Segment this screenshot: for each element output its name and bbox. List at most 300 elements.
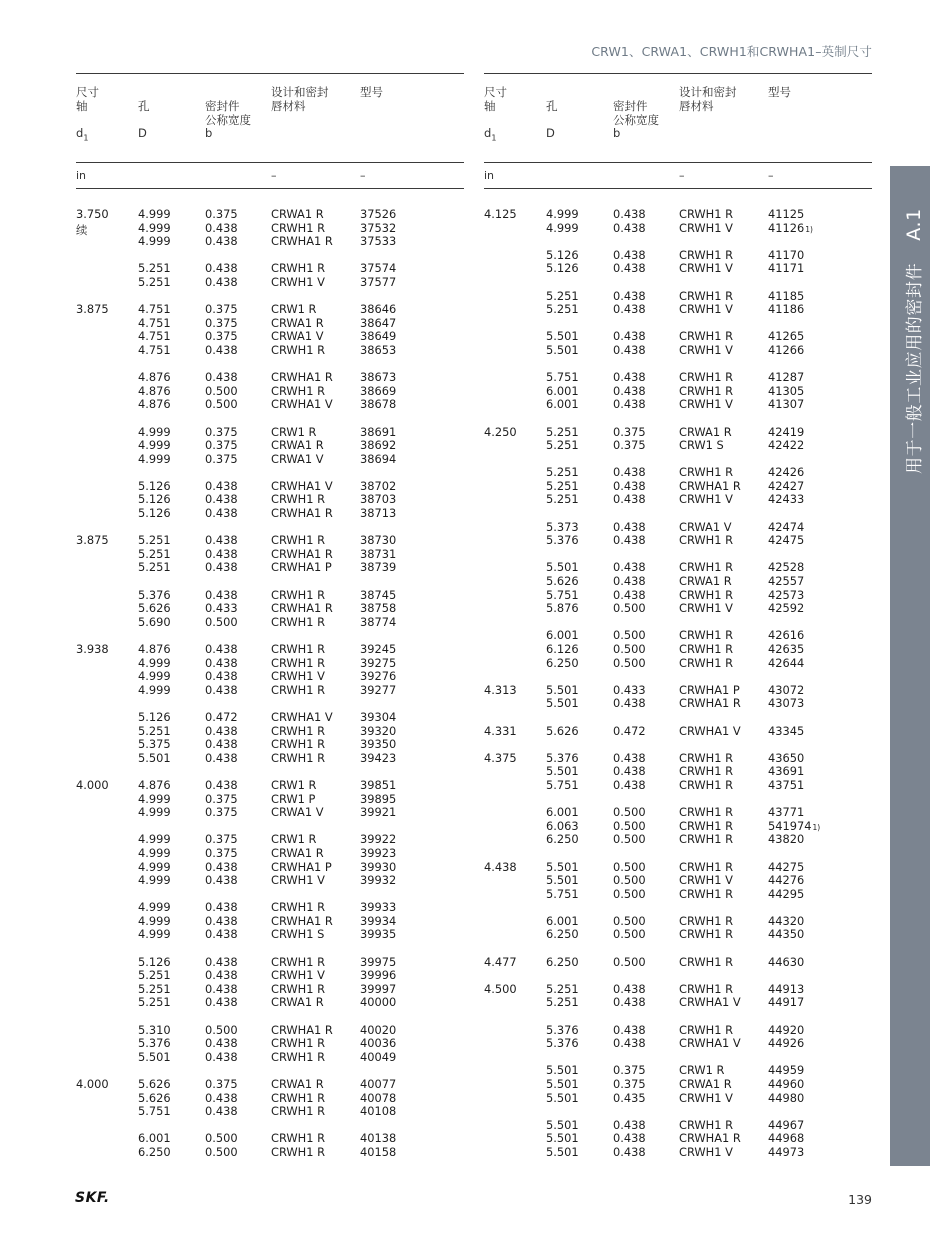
width-b: 0.438 (205, 533, 238, 548)
type-number: 43820 (768, 832, 805, 847)
design-code: CRWHA1 R (271, 913, 333, 928)
width-b: 0.438 (613, 560, 646, 575)
table-row (76, 371, 464, 385)
width-b: 0.438 (205, 777, 238, 792)
bore-D: 4.999 (138, 220, 171, 235)
row-gap (76, 1119, 464, 1133)
bore-D: 6.001 (546, 383, 579, 398)
type-number: 42426 (768, 465, 805, 480)
design-code: CRWHA1 R (271, 234, 333, 249)
bore-D: 4.999 (138, 805, 171, 820)
bore-D: 5.501 (138, 750, 171, 765)
table-row (484, 629, 872, 643)
bore-D: 4.751 (138, 329, 171, 344)
table-row (484, 534, 872, 548)
table-row (484, 589, 872, 603)
skf-logo: SKF. (75, 1190, 110, 1206)
table-row (76, 276, 464, 290)
design-code: CRWH1 R (271, 642, 326, 656)
design-code: CRWH1 R (271, 492, 326, 507)
row-gap (76, 521, 464, 535)
bore-D: 5.251 (138, 261, 171, 276)
table-row (76, 996, 464, 1010)
type-number: 39245 (360, 642, 397, 656)
width-b: 0.438 (613, 207, 646, 221)
bore-D: 5.126 (138, 954, 171, 969)
width-b: 0.375 (205, 438, 238, 453)
type-number: 44913 (768, 981, 805, 996)
type-number: 38673 (360, 370, 397, 385)
bore-D: 5.376 (546, 750, 579, 765)
design-code: CRWH1 R (679, 533, 734, 548)
width-b: 0.435 (613, 1090, 646, 1105)
bore-D: 6.250 (546, 655, 579, 670)
type-number: 39350 (360, 737, 397, 752)
table-row (76, 833, 464, 847)
design-code: CRWH1 R (271, 1036, 326, 1051)
bore-D: 5.310 (138, 1022, 171, 1037)
width-b: 0.500 (205, 1144, 238, 1159)
table-row (484, 521, 872, 535)
header-rule (484, 162, 872, 163)
type-number: 39275 (360, 655, 397, 670)
design-code: CRWH1 R (271, 383, 326, 398)
type-number: 44917 (768, 995, 805, 1010)
bore-D: 5.376 (138, 587, 171, 602)
width-b: 0.500 (613, 655, 646, 670)
bore-D: 5.501 (546, 696, 579, 711)
design-code: CRWA1 R (679, 574, 732, 589)
design-code: CRWH1 V (679, 261, 733, 276)
type-number: 38649 (360, 329, 397, 344)
row-gap (484, 847, 872, 861)
bore-D: 4.876 (138, 383, 171, 398)
table-row (76, 208, 464, 222)
type-number: 43650 (768, 750, 805, 765)
design-code: CRWH1 R (271, 220, 326, 235)
row-gap (484, 942, 872, 956)
type-number: 38730 (360, 533, 397, 548)
shaft-d1: 4.313 (484, 682, 517, 697)
table-row (76, 928, 464, 942)
width-b: 0.375 (613, 1077, 646, 1091)
design-code: CRW1 R (271, 777, 317, 792)
bore-D: 5.373 (546, 519, 579, 534)
width-b: 0.438 (613, 397, 646, 412)
type-number: 39932 (360, 873, 397, 888)
page-number: 139 (848, 1192, 872, 1207)
table-row (76, 507, 464, 521)
table-row (484, 466, 872, 480)
width-b: 0.438 (613, 261, 646, 276)
header-D: D (138, 126, 147, 140)
width-b: 0.438 (613, 342, 646, 357)
bore-D: 4.999 (138, 207, 171, 221)
bore-D: 5.251 (138, 995, 171, 1010)
table-row (484, 1119, 872, 1133)
type-number: 41265 (768, 329, 805, 344)
bore-D: 6.001 (546, 913, 579, 928)
type-number: 39935 (360, 927, 397, 942)
type-number: 39933 (360, 900, 397, 915)
type-number: 42422 (768, 438, 805, 453)
width-b: 0.438 (613, 1144, 646, 1159)
bore-D: 4.999 (138, 927, 171, 942)
type-number: 37532 (360, 220, 397, 235)
width-b: 0.438 (613, 1117, 646, 1132)
table-row (484, 439, 872, 453)
row-gap (76, 575, 464, 589)
bore-D: 5.376 (138, 1036, 171, 1051)
width-b: 0.438 (205, 342, 238, 357)
design-code: CRW1 P (271, 791, 316, 806)
type-number: 40077 (360, 1077, 397, 1091)
table-row (76, 711, 464, 725)
bore-D: 4.999 (138, 913, 171, 928)
row-gap (484, 507, 872, 521)
bore-D: 5.751 (138, 1104, 171, 1119)
design-code: CRWHA1 R (679, 478, 741, 493)
row-gap (76, 888, 464, 902)
type-number: 39923 (360, 845, 397, 860)
type-number: 44973 (768, 1144, 805, 1159)
width-b: 0.500 (613, 642, 646, 656)
table-row (76, 262, 464, 276)
row-gap (76, 1064, 464, 1078)
unit-dash: – (679, 169, 685, 182)
type-number: 38731 (360, 546, 397, 561)
width-b: 0.438 (205, 669, 238, 684)
bore-D: 4.751 (138, 315, 171, 330)
row-gap (76, 629, 464, 643)
type-number: 44320 (768, 913, 805, 928)
row-gap (484, 969, 872, 983)
table-top-rule (484, 73, 872, 74)
bore-D: 6.063 (546, 818, 579, 833)
type-number: 38646 (360, 302, 397, 317)
width-b: 0.438 (205, 682, 238, 697)
type-number-with-note (768, 222, 813, 237)
design-code: CRWA1 R (271, 315, 324, 330)
width-b: 0.438 (205, 1104, 238, 1119)
table-row (484, 983, 872, 997)
header-d1: $d_1$ (76, 126, 89, 143)
design-code: CRWH1 R (679, 913, 734, 928)
design-code: CRWH1 R (271, 1090, 326, 1105)
shaft-d1: 3.875 (76, 533, 109, 548)
design-code: CRWH1 S (271, 927, 325, 942)
bore-D: 5.626 (138, 601, 171, 616)
width-b: 0.500 (613, 913, 646, 928)
design-code: CRWA1 R (271, 438, 324, 453)
table-row (76, 480, 464, 494)
bore-D: 5.126 (546, 261, 579, 276)
header-d1: $d_1$ (484, 126, 497, 143)
width-b: 0.438 (613, 1131, 646, 1146)
design-code: CRWH1 R (271, 261, 326, 276)
header-bore: 孔 (138, 99, 150, 113)
header-rule (76, 162, 464, 163)
header-seal-width: 密封件 公称宽度 (205, 99, 251, 127)
type-number: 39276 (360, 669, 397, 684)
width-b: 0.375 (205, 832, 238, 847)
design-code: CRWH1 V (271, 968, 325, 983)
table-row (76, 589, 464, 603)
type-number: 41305 (768, 383, 805, 398)
type-number: 42474 (768, 519, 805, 534)
width-b: 0.438 (613, 750, 646, 765)
row-gap (484, 1105, 872, 1119)
shaft-d1: 4.438 (484, 859, 517, 874)
table-row (484, 222, 872, 236)
type-number: 39975 (360, 954, 397, 969)
width-b: 0.438 (205, 913, 238, 928)
table-row (76, 874, 464, 888)
table-row (76, 344, 464, 358)
bore-D: 6.001 (138, 1131, 171, 1146)
table-row (76, 847, 464, 861)
table-row (76, 643, 464, 657)
bore-D: 4.999 (138, 873, 171, 888)
design-code: CRWH1 R (679, 247, 734, 262)
table-row (484, 1092, 872, 1106)
type-number: 38702 (360, 478, 397, 493)
bore-D: 5.751 (546, 777, 579, 792)
width-b: 0.438 (613, 492, 646, 507)
design-code: CRWA1 R (271, 207, 324, 221)
design-code: CRWA1 R (679, 424, 732, 439)
row-gap (484, 276, 872, 290)
table-row (76, 1146, 464, 1160)
design-code: CRWH1 R (679, 383, 734, 398)
type-number: 39921 (360, 805, 397, 820)
header-b: b (205, 126, 213, 140)
table-row (76, 561, 464, 575)
shaft-d1: 3.750 (76, 207, 109, 221)
shaft-d1: 4.331 (484, 723, 517, 738)
bore-D: 4.999 (138, 438, 171, 453)
table-row (76, 398, 464, 412)
type-number: 37533 (360, 234, 397, 249)
table-row (484, 657, 872, 671)
width-b: 0.500 (205, 614, 238, 629)
bore-D: 5.251 (138, 274, 171, 289)
type-number: 40049 (360, 1049, 397, 1064)
table-row (76, 303, 464, 317)
shaft-d1: 4.000 (76, 777, 109, 792)
bore-D: 5.251 (138, 533, 171, 548)
width-b: 0.375 (205, 845, 238, 860)
width-b: 0.500 (613, 805, 646, 820)
table-row (484, 1064, 872, 1078)
design-code: CRWHA1 P (271, 859, 332, 874)
type-number: 44630 (768, 954, 805, 969)
width-b: 0.375 (205, 302, 238, 317)
type-number: 42592 (768, 601, 805, 616)
type-number: 44960 (768, 1077, 805, 1091)
shaft-d1: 4.477 (484, 954, 517, 969)
row-gap (76, 466, 464, 480)
width-b: 0.438 (205, 859, 238, 874)
shaft-d1: 4.000 (76, 1077, 109, 1091)
width-b: 0.438 (613, 1036, 646, 1051)
type-number: 38678 (360, 397, 397, 412)
table-row (484, 996, 872, 1010)
width-b: 0.438 (205, 750, 238, 765)
design-code: CRWA1 V (271, 451, 324, 466)
design-code: CRWA1 R (271, 845, 324, 860)
table-row (484, 262, 872, 276)
table-row (484, 303, 872, 317)
design-code: CRWH1 V (679, 873, 733, 888)
design-code: CRWA1 V (271, 329, 324, 344)
type-number: 43073 (768, 696, 805, 711)
design-code: CRWH1 R (679, 1117, 734, 1132)
bore-D: 5.376 (546, 1036, 579, 1051)
design-code: CRWH1 R (271, 981, 326, 996)
width-b: 0.375 (613, 1063, 646, 1078)
bore-D: 5.375 (138, 737, 171, 752)
design-code: CRWH1 R (679, 954, 734, 969)
design-code: CRWHA1 R (271, 370, 333, 385)
type-number: 39934 (360, 913, 397, 928)
type-number: 41126 (768, 220, 805, 235)
bore-D: 5.501 (546, 1090, 579, 1105)
design-code: CRWH1 R (679, 750, 734, 765)
bore-D: 5.126 (138, 709, 171, 724)
design-code: CRWHA1 R (679, 1131, 741, 1146)
table-row (76, 657, 464, 671)
table-row (484, 874, 872, 888)
design-code: CRWH1 R (271, 655, 326, 670)
width-b: 0.375 (205, 424, 238, 439)
header-D: D (546, 126, 555, 140)
design-code: CRWH1 R (271, 723, 326, 738)
bore-D: 5.251 (138, 546, 171, 561)
width-b: 0.438 (613, 465, 646, 480)
table-row (484, 493, 872, 507)
unit-dash: – (360, 169, 366, 182)
bore-D: 6.001 (546, 397, 579, 412)
width-b: 0.433 (205, 601, 238, 616)
design-code: CRWH1 V (679, 220, 733, 235)
bore-D: 5.501 (546, 329, 579, 344)
type-number: 42427 (768, 478, 805, 493)
design-code: CRWH1 R (679, 1022, 734, 1037)
row-gap (484, 793, 872, 807)
design-code: CRWA1 V (271, 805, 324, 820)
bore-D: 4.876 (138, 370, 171, 385)
width-b: 0.438 (613, 587, 646, 602)
design-code: CRWH1 V (679, 601, 733, 616)
shaft-d1: 3.875 (76, 302, 109, 317)
bore-D: 5.501 (546, 342, 579, 357)
row-gap (484, 412, 872, 426)
width-b: 0.438 (205, 723, 238, 738)
table-row (76, 983, 464, 997)
design-code: CRWHA1 V (271, 478, 333, 493)
bore-D: 4.999 (138, 234, 171, 249)
width-b: 0.438 (205, 995, 238, 1010)
design-code: CRWH1 R (679, 628, 734, 643)
bore-D: 5.251 (546, 465, 579, 480)
design-code: CRWH1 R (271, 1144, 326, 1159)
bore-D: 5.251 (546, 288, 579, 303)
table-row (76, 235, 464, 249)
width-b: 0.438 (205, 234, 238, 249)
type-number: 39277 (360, 682, 397, 697)
type-number: 40108 (360, 1104, 397, 1119)
type-number: 42528 (768, 560, 805, 575)
design-code: CRWH1 V (679, 397, 733, 412)
design-code: CRWH1 R (679, 370, 734, 385)
table-row (484, 928, 872, 942)
design-code: CRWHA1 R (679, 696, 741, 711)
design-code: CRW1 R (679, 1063, 725, 1078)
type-number: 42573 (768, 587, 805, 602)
bore-D: 6.001 (546, 628, 579, 643)
bore-D: 5.501 (546, 859, 579, 874)
table-row (76, 548, 464, 562)
width-b: 0.438 (205, 492, 238, 507)
running-title: CRW1、CRWA1、CRWH1和CRWHA1–英制尺寸 (591, 44, 872, 59)
row-gap (484, 711, 872, 725)
design-code: CRWH1 R (679, 329, 734, 344)
table-row (76, 915, 464, 929)
design-code: CRWA1 R (271, 1077, 324, 1091)
width-b: 0.438 (205, 873, 238, 888)
width-b: 0.500 (205, 397, 238, 412)
type-number: 41307 (768, 397, 805, 412)
width-b: 0.438 (613, 329, 646, 344)
footnote-marker: 1) (812, 822, 821, 832)
type-number: 39851 (360, 777, 397, 792)
table-row (484, 602, 872, 616)
design-code: CRWA1 V (679, 519, 732, 534)
type-number: 44980 (768, 1090, 805, 1105)
width-b: 0.438 (613, 574, 646, 589)
design-code: CRWHA1 R (271, 506, 333, 521)
width-b: 0.438 (613, 478, 646, 493)
design-code: CRWH1 V (271, 274, 325, 289)
row-gap (76, 412, 464, 426)
table-row (484, 1037, 872, 1051)
table-row (484, 697, 872, 711)
type-number: 44275 (768, 859, 805, 874)
bore-D: 4.751 (138, 302, 171, 317)
sidebar-title: 用于一般工业应用的密封件A.1 (903, 208, 925, 474)
design-code: CRWH1 V (679, 1090, 733, 1105)
design-code: CRWH1 R (679, 927, 734, 942)
table-row (76, 616, 464, 630)
design-code: CRW1 R (271, 302, 317, 317)
table-row (484, 398, 872, 412)
design-code: CRWHA1 V (679, 723, 741, 738)
bore-D: 5.501 (546, 1131, 579, 1146)
design-code: CRWH1 R (679, 832, 734, 847)
table-row (76, 861, 464, 875)
design-code: CRWH1 V (679, 492, 733, 507)
type-number: 38713 (360, 506, 397, 521)
design-code: CRWHA1 P (271, 560, 332, 575)
table-row (76, 670, 464, 684)
width-b: 0.438 (205, 478, 238, 493)
bore-D: 4.999 (138, 791, 171, 806)
type-number: 38774 (360, 614, 397, 629)
table-row (484, 779, 872, 793)
table-row (484, 249, 872, 263)
row-gap (484, 670, 872, 684)
